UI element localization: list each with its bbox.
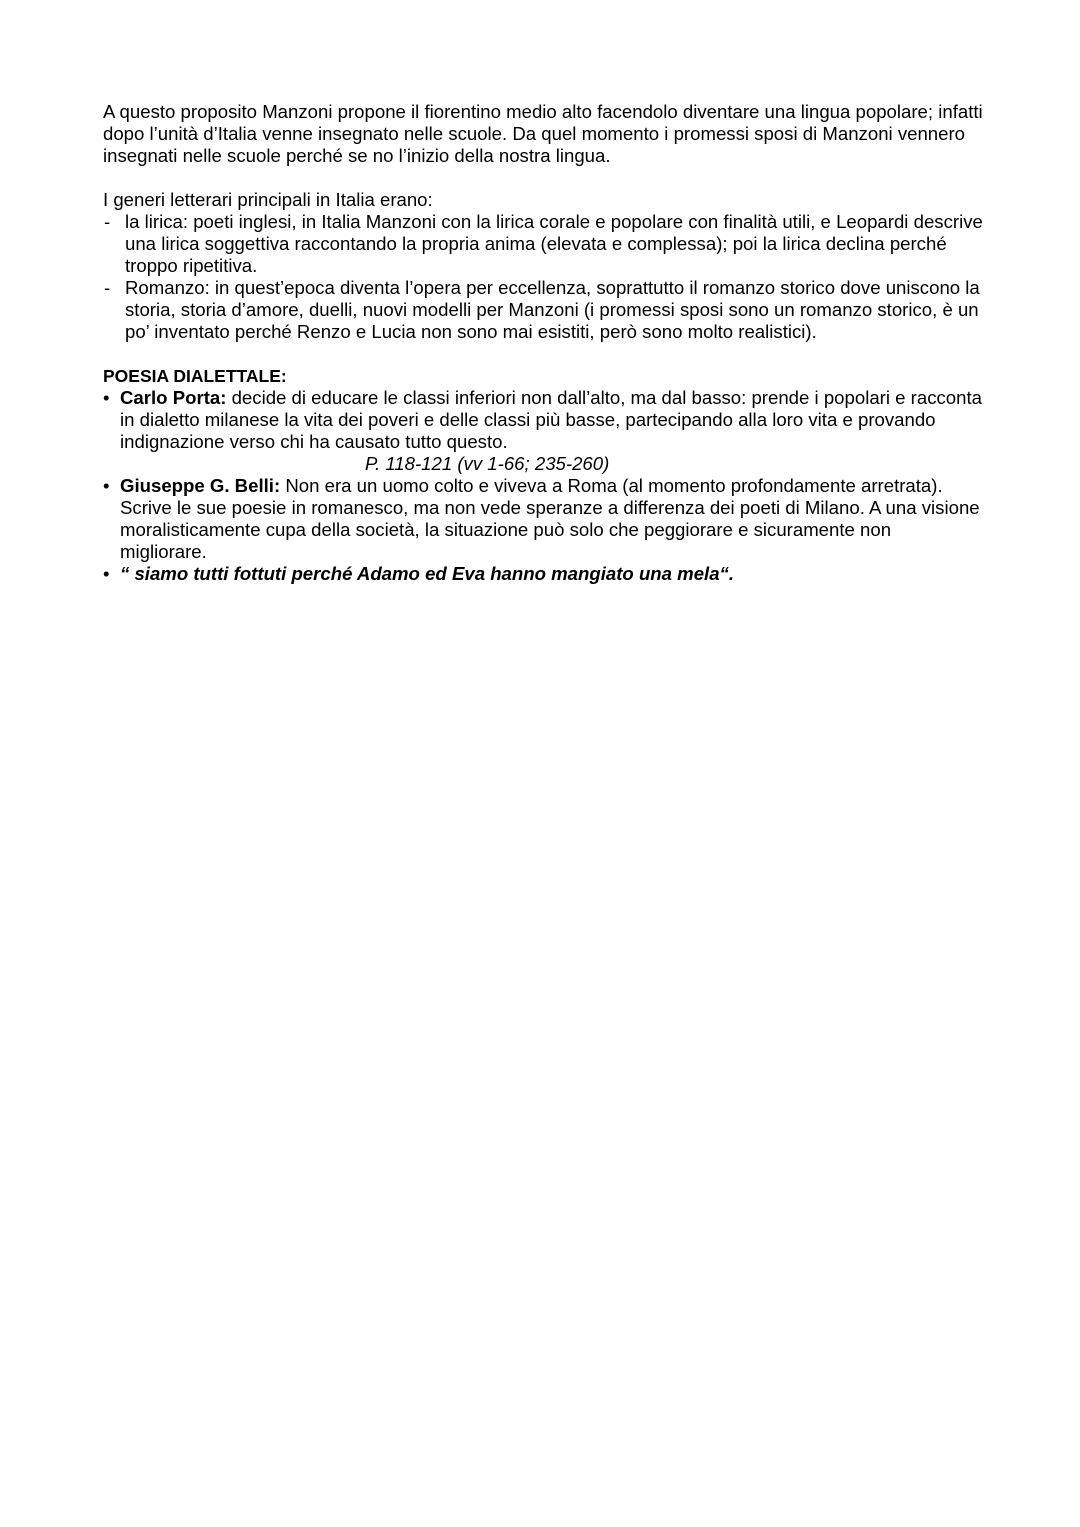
bullet-marker: •	[103, 387, 110, 408]
list-item	[103, 211, 983, 277]
genres-lead: I generi letterari principali in Italia erano:	[103, 189, 433, 210]
dash-marker: -	[104, 211, 111, 232]
list-item	[103, 563, 983, 585]
section-title-dialect: POESIA DIALETTALE:	[103, 366, 287, 386]
intro-paragraph: A questo proposito Manzoni propone il fiorentino medio alto facendolo diventare una lingua popolare; infatti dopo l’unità d’Italia venne insegnato nelle scuole. Da quel momento i promessi sposi di Manzoni vennero insegnati nelle scuole perché se no l’inizio della nostra lingua.	[103, 101, 983, 166]
page-reference: P. 118-121 (vv 1-66; 235-260)	[365, 453, 610, 474]
genre-romanzo-text: Romanzo: in quest’epoca diventa l’opera per eccellenza, soprattutto il romanzo storico dove uniscono la storia, storia d’amore, duelli, nuovi modelli per Manzoni (i promessi sposi sono un romanzo storico, è un po’ inventato perché Renzo e Lucia non sono mai esistiti, però sono molto realistici).	[125, 277, 980, 342]
document-page	[103, 101, 983, 585]
genres-list	[103, 211, 983, 343]
quote-text: “ siamo tutti fottuti perché Adamo ed Eva hanno mangiato una mela“.	[120, 563, 735, 584]
list-item	[103, 387, 983, 475]
genre-lirica-text: la lirica: poeti inglesi, in Italia Manzoni con la lirica corale e popolare con finalità utili, e Leopardi descrive una lirica soggettiva raccontando la propria anima (elevata e complessa); poi la lirica declina perché troppo ripetitiva.	[125, 211, 983, 276]
bullet-marker: •	[103, 563, 110, 584]
poet-name-belli: Giuseppe G. Belli:	[120, 475, 281, 496]
poet-name-porta: Carlo Porta:	[120, 387, 227, 408]
dialect-poets-list	[103, 387, 983, 585]
list-item	[103, 475, 983, 563]
list-item	[103, 277, 983, 343]
bullet-marker: •	[103, 475, 110, 496]
dash-marker: -	[104, 277, 111, 298]
poet-text-porta: decide di educare le classi inferiori non dall’alto, ma dal basso: prende i popolari e racconta in dialetto milanese la vita dei poveri e delle classi più basse, partecipando alla loro vita e provando indignazione verso chi ha causato tutto questo.	[120, 387, 982, 452]
poet-text-belli: Non era un uomo colto e viveva a Roma (al momento profondamente arretrata). Scrive le sue poesie in romanesco, ma non vede speranze a differenza dei poeti di Milano. A una visione moralisticamente cupa della società, la situazione può solo che peggiorare e sicuramente non migliorare.	[120, 475, 980, 562]
